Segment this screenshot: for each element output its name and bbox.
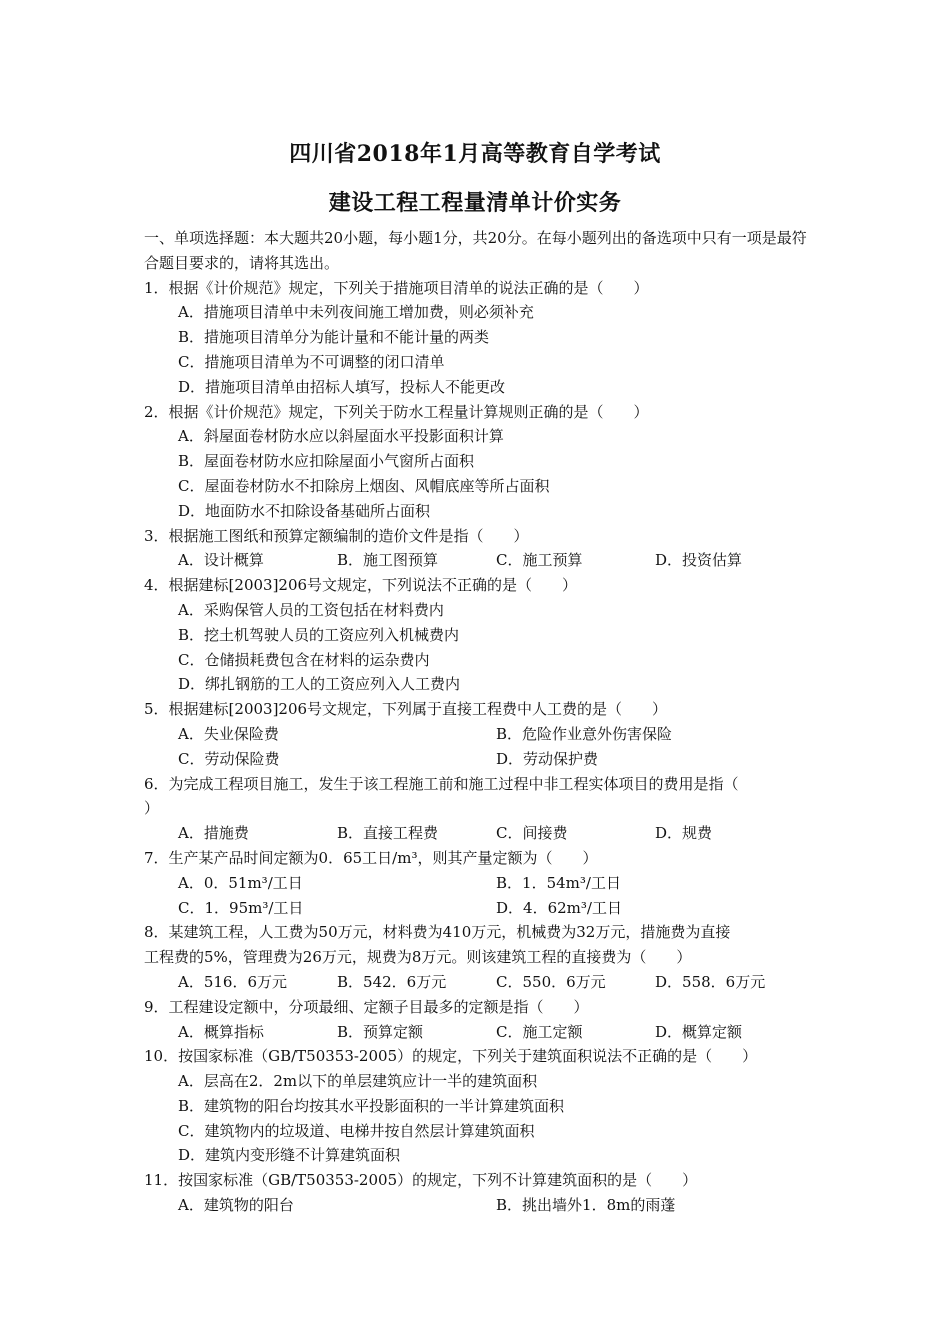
option: D．投资估算 [655, 551, 743, 570]
option: C．屋面卷材防水不扣除房上烟囱、风帽底座等所占面积 [178, 476, 550, 495]
option: C．550．6万元 [496, 972, 606, 991]
option: A．层高在2．2m以下的单层建筑应计一半的建筑面积 [178, 1072, 538, 1091]
option: B．施工图预算 [337, 551, 439, 570]
option: B．危险作业意外伤害保险 [496, 724, 673, 743]
question-stem: 10．按国家标准（GB/T50353-2005）的规定，下列关于建筑面积说法不正确的是（ ） [144, 1047, 758, 1066]
question-list [144, 226, 814, 1218]
option: C．仓储损耗费包含在材料的运杂费内 [178, 650, 430, 669]
option: B．直接工程费 [337, 824, 439, 843]
option: A．失业保险费 [178, 724, 279, 743]
subject-title: 建设工程工程量清单计价实务 [328, 190, 622, 216]
option-row [144, 871, 814, 896]
exam-title: 四川省2018年1月高等教育自学考试 [289, 141, 661, 167]
question-stem-continued: 工程费的5%，管理费为26万元，规费为8万元。则该建筑工程的直接费为（ ） [144, 948, 692, 967]
question-stem: 6．为完成工程项目施工，发生于该工程施工前和施工过程中非工程实体项目的费用是指（ [144, 774, 739, 793]
option: A．建筑物的阳台 [178, 1196, 294, 1215]
option-row [144, 1020, 814, 1045]
question-stem-continued: ） [144, 799, 160, 818]
question-stem: 8．某建筑工程，人工费为50万元，材料费为410万元，机械费为32万元，措施费为直接 [144, 923, 731, 942]
option-row [144, 548, 814, 573]
option-row [144, 896, 814, 921]
option: A．516．6万元 [178, 972, 288, 991]
section-intro: 一、单项选择题：本大题共20小题，每小题1分，共20分。在每小题列出的备选项中只有一项是最符合题目要求的，请将其选出。 [144, 229, 807, 272]
question-stem: 2．根据《计价规范》规定，下列关于防水工程量计算规则正确的是（ ） [144, 402, 649, 421]
question-stem: 7．生产某产品时间定额为0．65工日/m³，则其产量定额为（ ） [144, 848, 598, 867]
option: B．1．54m³/工日 [496, 873, 621, 892]
option: B．措施项目清单分为能计量和不能计量的两类 [178, 328, 490, 347]
option: D．绑扎钢筋的工人的工资应列入人工费内 [178, 675, 461, 694]
option: C．劳动保险费 [178, 749, 280, 768]
option-row [144, 722, 814, 747]
question-stem: 5．根据建标[2003]206号文规定，下列属于直接工程费中人工费的是（ ） [144, 700, 668, 719]
option-row [144, 821, 814, 846]
option-row [144, 1193, 814, 1218]
option: C．施工定额 [496, 1022, 583, 1041]
option: D．措施项目清单由招标人填写，投标人不能更改 [178, 377, 506, 396]
option: B．预算定额 [337, 1022, 424, 1041]
option: A．设计概算 [178, 551, 264, 570]
option: C．1．95m³/工日 [178, 898, 304, 917]
option: B．屋面卷材防水应扣除屋面小气窗所占面积 [178, 452, 475, 471]
option: A．斜屋面卷材防水应以斜屋面水平投影面积计算 [178, 427, 504, 446]
option: A．措施项目清单中未列夜间施工增加费，则必须补充 [178, 303, 534, 322]
option: C．措施项目清单为不可调整的闭口清单 [178, 352, 445, 371]
option: C．施工预算 [496, 551, 583, 570]
question-stem: 4．根据建标[2003]206号文规定，下列说法不正确的是（ ） [144, 576, 578, 595]
option: C．建筑物内的垃圾道、电梯井按自然层计算建筑面积 [178, 1121, 535, 1140]
option: D．建筑内变形缝不计算建筑面积 [178, 1146, 401, 1165]
option: A．0．51m³/工日 [178, 873, 303, 892]
option: D．地面防水不扣除设备基础所占面积 [178, 501, 431, 520]
question-stem: 11．按国家标准（GB/T50353-2005）的规定，下列不计算建筑面积的是（ ） [144, 1171, 698, 1190]
option: B．542．6万元 [337, 972, 447, 991]
option: B．建筑物的阳台均按其水平投影面积的一半计算建筑面积 [178, 1096, 565, 1115]
option: D．4．62m³/工日 [496, 898, 622, 917]
question-stem: 9．工程建设定额中，分项最细、定额子目最多的定额是指（ ） [144, 997, 589, 1016]
question-stem: 1．根据《计价规范》规定，下列关于措施项目清单的说法正确的是（ ） [144, 278, 649, 297]
option: A．措施费 [178, 824, 249, 843]
option: A．概算指标 [178, 1022, 264, 1041]
option-row [144, 970, 814, 995]
option: D．劳动保护费 [496, 749, 599, 768]
option-row [144, 747, 814, 772]
option: D．558．6万元 [655, 972, 766, 991]
option: B．挑出墙外1．8m的雨蓬 [496, 1196, 676, 1215]
option: D．规费 [655, 824, 713, 843]
question-stem: 3．根据施工图纸和预算定额编制的造价文件是指（ ） [144, 526, 529, 545]
option: D．概算定额 [655, 1022, 743, 1041]
option: C．间接费 [496, 824, 568, 843]
option: B．挖土机驾驶人员的工资应列入机械费内 [178, 625, 460, 644]
option: A．采购保管人员的工资包括在材料费内 [178, 600, 444, 619]
